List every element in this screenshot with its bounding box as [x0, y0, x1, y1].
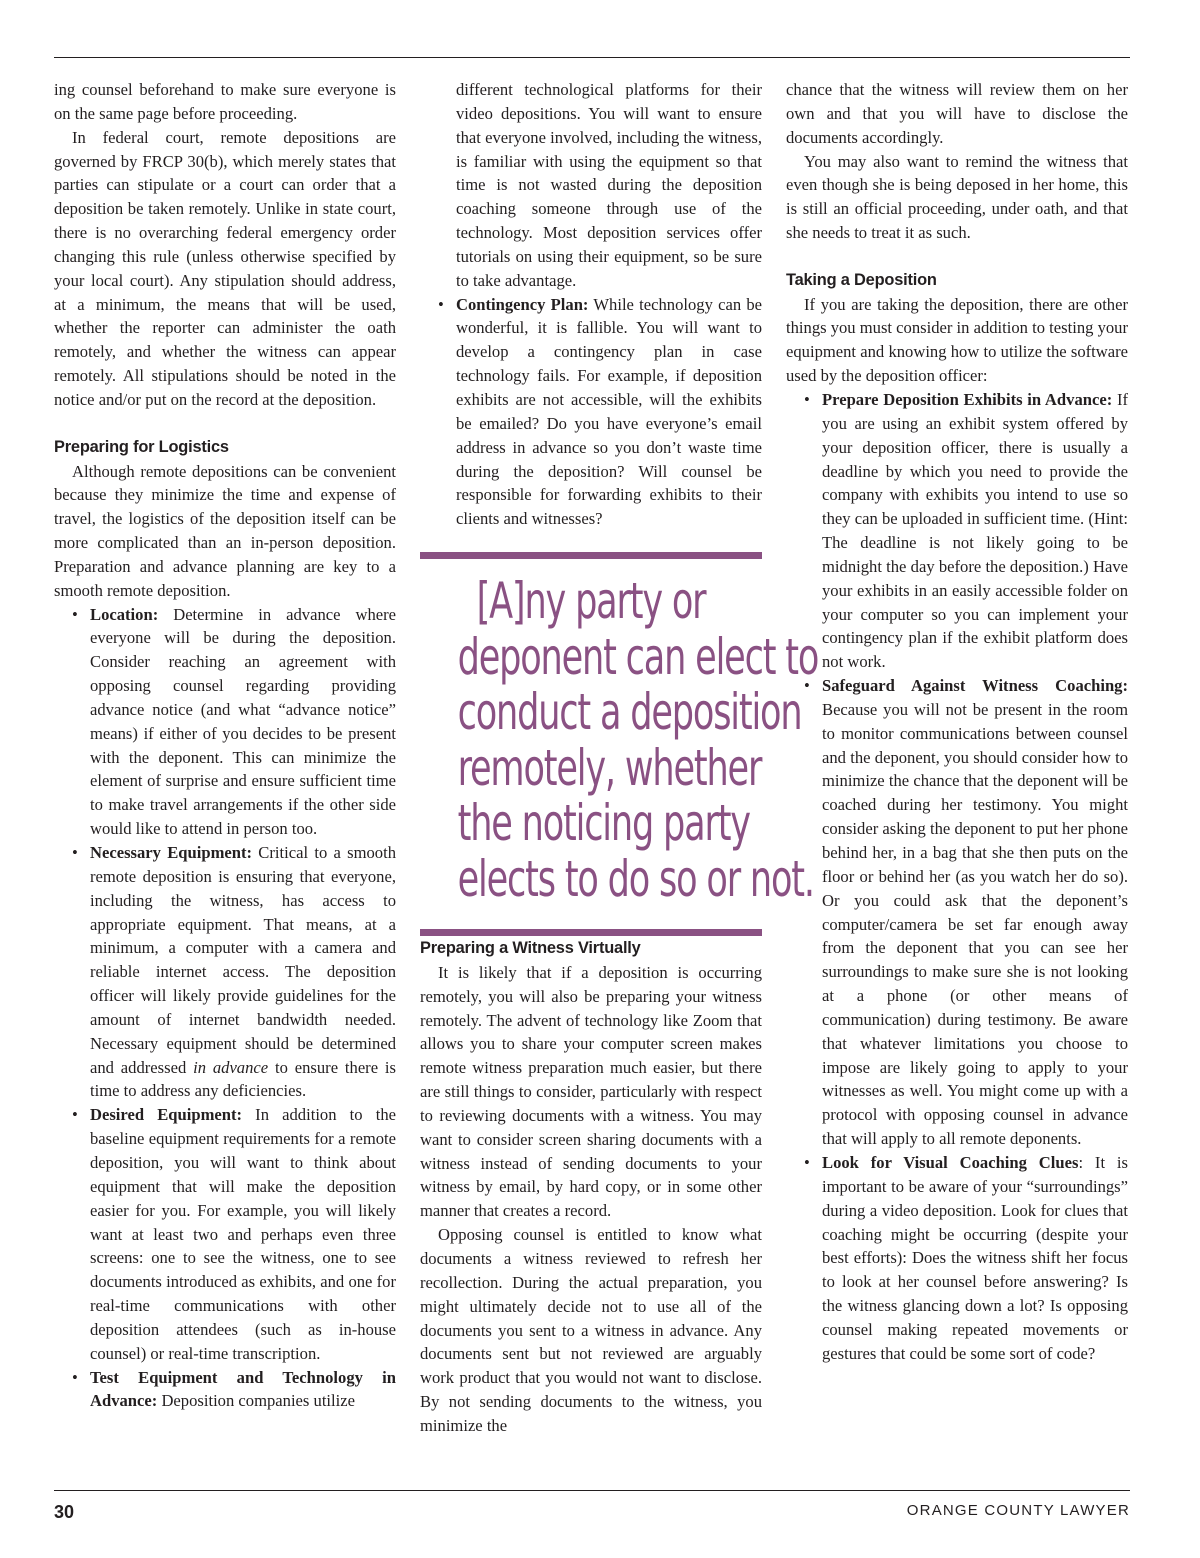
- paragraph: chance that the witness will review them on her own and that you will have to disclose the documents accordingly.: [786, 80, 1128, 147]
- paragraph: You may also want to remind the witness that even though she is being deposed in her home, this is still an official proceeding, under oath, and that she needs to treat it as such.: [786, 151, 1128, 243]
- pull-quote-line: [A]ny party or: [476, 572, 706, 630]
- column-3: [786, 78, 1128, 1486]
- paragraph: ing counsel beforehand to make sure everyone is on the same page before proceeding.: [54, 80, 396, 123]
- pull-quote-line: conduct a deposition: [457, 683, 802, 741]
- bullet-text: In addition to the baseline equipment requirements for a remote deposition, you will want to think about equipment that will make the deposition easier for you. For example, you will likely want at least two and perhaps even three screens: one to see the witness, one to see documents introduced as exhibits, and one for real-time communications with other deposition attendees (such as in-house counsel) or real-time transcription.: [90, 1105, 396, 1363]
- list-item: [786, 388, 1128, 674]
- bullet-text: Deposition companies utilize: [157, 1391, 355, 1411]
- bullet-label: Contingency Plan:: [456, 294, 589, 314]
- list-item: [420, 78, 762, 293]
- column-1: [54, 78, 396, 1486]
- paragraph: In federal court, remote depositions are governed by FRCP 30(b), which merely states that parties can stipulate or a court can order that a deposition be taken remotely. Unlike in state court, there is no overarching federal emergency order changing this rule (unless otherwise specified by your local court). Any stipulation should address, at a minimum, the means that will be used, whether the reporter can administer the oath remotely, and whether the witness can appear remotely. All stipulations should be noted in the notice and/or put on the record at the deposition.: [54, 127, 396, 409]
- pull-quote-text: [457, 572, 819, 908]
- pull-quote-line: remotely, whether: [457, 738, 762, 797]
- bullet-label: Look for Visual Coaching Clues: [822, 1152, 1079, 1172]
- list-item: [54, 603, 396, 841]
- paragraph: If you are taking the deposition, there are other things you must consider in addition to testing your equipment and knowing how to utilize the software used by the deposition officer:: [786, 294, 1128, 386]
- bullet-label: Necessary Equipment:: [90, 843, 253, 862]
- bullet-emphasis: in advance: [193, 1057, 269, 1077]
- bullet-text: Because you will not be present in the room to monitor communications between counsel and the deponent, you should consider how to minimize the chance that the deponent will be coached during her testimony. You might consider asking the deponent to put her phone behind her, in a bag that she then puts on the floor or behind her (as you watch her do so). Or you could ask that the deponent’s computer/camera be set far enough away from the deponent that you can see her surroundings to make sure she is not looking at a phone (or other means of communication) during testimony. Be aware that whatever limitations you choose to impose are likely going to apply to your witnesses as well. You might come up with a protocol with opposing counsel in advance that will apply to all remote deponents.: [822, 699, 1128, 1149]
- pull-quote-top-bar: [420, 552, 762, 559]
- bullet-label: Location:: [90, 604, 159, 624]
- bullet-text: to ensure there is time to address any deficiencies.: [90, 1057, 396, 1101]
- bullet-label: Safeguard Against Witness Coaching:: [822, 676, 1128, 696]
- bullet-label: Test Equipment and Technology in Advance:: [90, 1367, 396, 1411]
- bullet-label: Desired Equipment:: [90, 1105, 243, 1125]
- page-number: 30: [54, 1502, 75, 1522]
- bullet-text: Determine in advance where everyone will be during the deposition. Consider reaching an agreement with opposing counsel regarding providing advance notice (and what “advance notice” means) if either of you decides to be present with the deponent. This can minimize the element of surprise and ensure sufficient time to make travel arrangements if the other side would like to attend in person too.: [90, 604, 396, 839]
- list-item: [420, 293, 762, 531]
- bullet-text: While technology can be wonderful, it is fallible. You will want to develop a contingency plan in case technology fails. For example, if deposition exhibits are not accessible, will the exhibits be emailed? Do you have everyone’s email address in advance so you don’t waste time during the deposition? Will counsel be responsible for forwarding exhibits to their clients and witnesses?: [456, 294, 762, 529]
- pull-quote-line: deponent can elect to: [457, 627, 819, 686]
- list-item: [54, 1103, 396, 1365]
- publication-name: ORANGE COUNTY LAWYER: [906, 1502, 1130, 1519]
- bullet-text: Critical to a smooth remote deposition is ensuring that everyone, including the witness, has access to appropriate equipment. That means, at a minimum, a computer with a camera and reliable internet access. The deposition officer will likely provide guidelines for the amount of internet bandwidth needed. Necessary equipment should be determined and addressed: [90, 843, 396, 1077]
- section-heading-witness: Preparing a Witness Virtually: [420, 939, 641, 958]
- bottom-rule: [54, 1490, 1130, 1491]
- bullet-text: : It is important to be aware of your “surroundings” during a video deposition. Look for clues that coaching might be occurring (despite your best efforts): Does the witness shift her focus to look at her counsel before answering? Is the witness glancing down a lot? Is opposing counsel making repeated movements or gestures that could be some sort of code?: [822, 1152, 1128, 1363]
- bullet-list-continued: [456, 78, 762, 293]
- bullet-text: If you are using an exhibit system offered by your deposition officer, there is usually a deadline by which you need to provide the company with exhibits you intend to use so they can be uploaded in sufficient time. (Hint: The deadline is not likely going to be midnight the day before the deposition.) Have your exhibits in an easily accessible folder on your computer so you can implement your contingency plan if the exhibit platform does not work.: [822, 389, 1128, 672]
- bullet-label: Prepare Deposition Exhibits in Advance:: [822, 389, 1113, 409]
- top-rule: [54, 57, 1130, 58]
- pull-quote: [420, 552, 819, 936]
- list-item: [54, 841, 396, 1103]
- section-heading-logistics: Preparing for Logistics: [54, 437, 229, 456]
- bullet-list: [786, 388, 1128, 1366]
- pull-quote-line: the noticing party: [457, 794, 750, 852]
- paragraph: Opposing counsel is entitled to know what documents a witness reviewed to refresh her recollection. During the actual preparation, you might ultimately decide not to use all of the documents you sent to a witness in advance. Any documents sent but not reviewed are arguably work product that you would not want to disclose. By not sending documents to the witness, you minimize the: [420, 1225, 762, 1435]
- list-item: [54, 1366, 396, 1414]
- list-item: [786, 1151, 1128, 1366]
- list-item: [786, 674, 1128, 1151]
- pull-quote-bottom-bar: [420, 929, 762, 936]
- bullet-list: [456, 293, 762, 531]
- section-heading-taking: Taking a Deposition: [786, 270, 937, 289]
- pull-quote-line: elects to do so or not.: [457, 849, 814, 908]
- bullet-list: [54, 603, 396, 1414]
- paragraph: It is likely that if a deposition is occurring remotely, you will also be preparing your witness remotely. The advent of technology like Zoom that allows you to share your computer screen makes remote witness preparation much easier, but there are still things to consider, particularly with respect to reviewing documents with a witness. You may want to consider screen sharing documents with a witness instead of sending documents to your witness by email, by hard copy, or in some other manner that creates a record.: [420, 962, 762, 1221]
- bullet-text: different technological platforms for their video depositions. You will want to ensure that everyone involved, including the witness, is familiar with using the equipment so that time is not wasted during the deposition coaching someone through use of the technology. Most deposition services offer tutorials on using their equipment, so be sure to take advantage.: [456, 80, 762, 290]
- paragraph: Although remote depositions can be convenient because they minimize the time and expense of travel, the logistics of the deposition itself can be more complicated than an in-person deposition. Preparation and advance planning are key to a smooth remote deposition.: [54, 461, 396, 600]
